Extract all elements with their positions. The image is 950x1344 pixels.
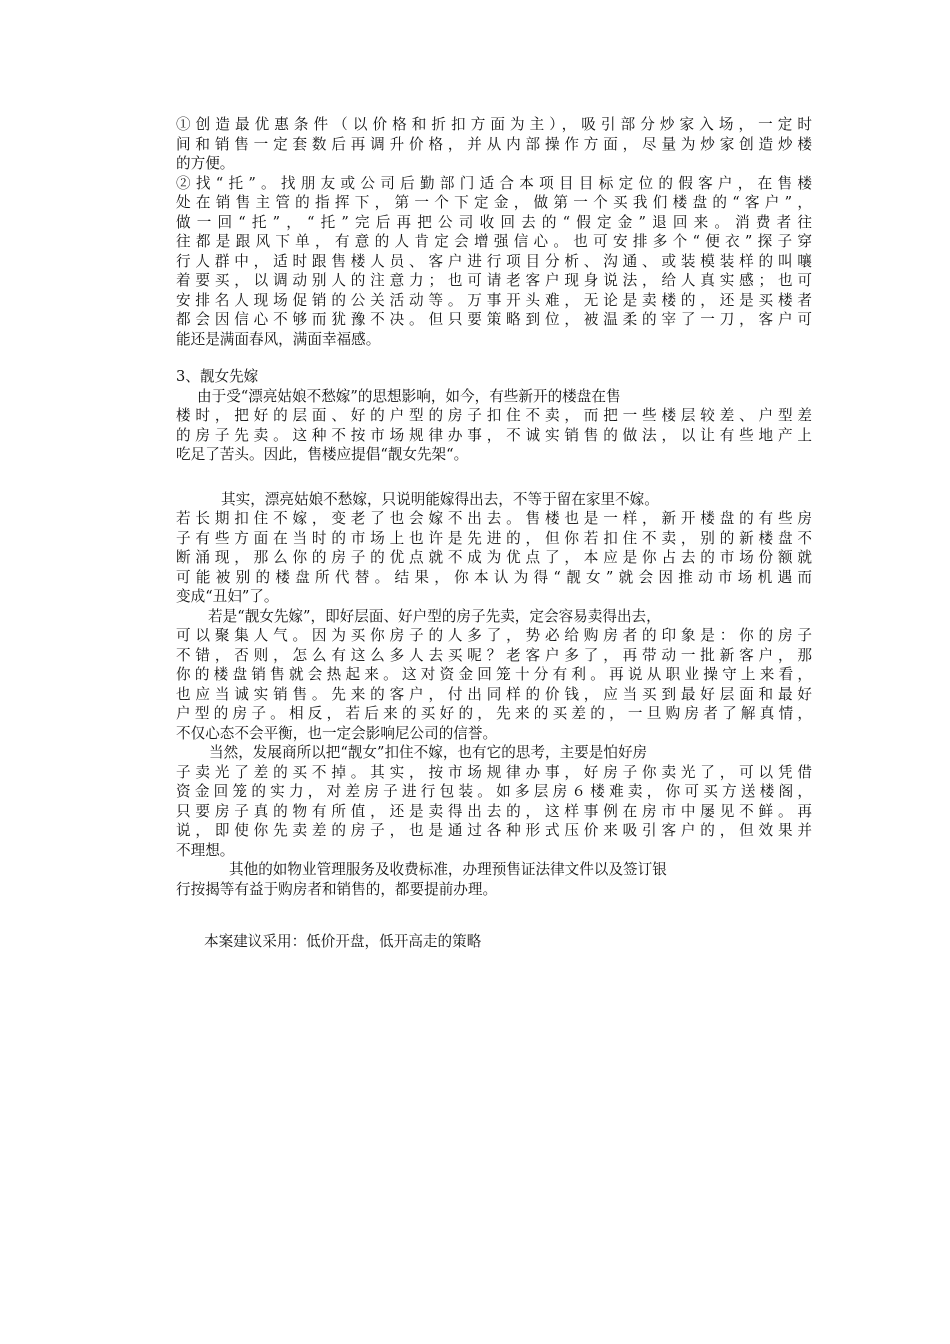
text-line: 不理想。 <box>176 841 235 859</box>
text-line: 的方便。 <box>176 155 235 172</box>
text-line: 资金回笼的实力，对差房子进行包装。如多层房６楼难卖，你可买方送楼阁， <box>176 783 812 800</box>
text-line: 行按揭等有益于购房者和销售的，都要提前办理。 <box>176 880 498 898</box>
paragraph-5 <box>176 860 812 899</box>
text-line: 说，即使你先卖差的房子，也是通过各种形式压价来吸引客户的，但效果并 <box>176 822 812 839</box>
text-line: 可能被别的楼盘所代替。结果，你本认为得“靓女”就会因推动市场机遇而 <box>176 568 812 586</box>
text-line: 处在销售主管的指挥下，第一个下定金，做第一个买我们楼盘的“客户”， <box>176 194 812 211</box>
text-line: 间和销售一定套数后再调升价格，并从内部操作方面，尽量为炒家创造炒楼 <box>176 135 812 153</box>
paragraph-4 <box>176 743 812 860</box>
text-line: ②找“托”。找朋友或公司后勤部门适合本项目目标定位的假客户，在售楼 <box>176 174 812 192</box>
text-line: 变成“丑妇”了。 <box>176 588 279 605</box>
text-line: 也应当诚实销售。先来的客户，付出同样的价钱，应当买到最好层面和最好 <box>176 685 812 703</box>
text-line: 其实，漂亮姑娘不愁嫁，只说明能嫁得出去，不等于留在家里不嫁。 <box>221 490 659 508</box>
conclusion-line: 本案建议采用：低价开盘，低开高走的策略 <box>204 933 482 950</box>
text-line: 不仅心态不会平衡，也一定会影响尼公司的信誉。 <box>176 724 498 742</box>
paragraph-2 <box>176 490 812 607</box>
text-line: 着要买，以调动别人的注意力；也可请老客户现身说法，给人真实感；也可 <box>176 272 812 289</box>
text-line: 你的楼盘销售就会热起来。这对资金回笼十分有利。再说从职业操守上来看， <box>176 666 812 683</box>
text-line: 往都是跟风下单，有意的人肯定会增强信心。也可安排多个“便衣”探子穿 <box>176 233 812 250</box>
text-line: 若是“靓女先嫁”，即好层面、好户型的房子先卖，定会容易卖得出去， <box>208 607 661 625</box>
text-line: 由于受“漂亮姑娘不愁嫁”的思想影响，如今，有些新开的楼盘在售 <box>197 387 621 405</box>
text-line: 断涌现，那么你的房子的优点就不成为优点了，本应是你占去的市场份额就 <box>176 549 812 566</box>
text-line: 子卖光了差的买不掉。其实，按市场规律办事，好房子你卖光了，可以凭借 <box>176 763 812 781</box>
text-line: 当然，发展商所以把“靓女”扣住不嫁，也有它的思考，主要是怕好房 <box>209 744 648 761</box>
text-line: 若长期扣住不嫁，变老了也会嫁不出去。售楼也是一样，新开楼盘的有些房 <box>176 510 812 527</box>
text-line: 都会因信心不够而犹豫不决。但只要策略到位，被温柔的宰了一刀，客户可 <box>176 311 812 328</box>
section-heading: 3、靓女先嫁 <box>176 368 259 385</box>
text-line: 其他的如物业管理服务及收费标准，办理预售证法律文件以及签订银 <box>229 861 667 878</box>
text-line: 能还是满面春风，满面幸福感。 <box>176 330 381 348</box>
document-page <box>176 115 812 952</box>
text-line: 行人群中，适时跟售楼人员、客户进行项目分析、沟通、或装模装样的叫嚷 <box>176 252 812 270</box>
text-line: 的房子先卖。这种不按市场规律办事，不诚实销售的做法，以让有些地产上 <box>176 426 812 444</box>
text-line: ①创造最优惠条件（以价格和折扣方面为主），吸引部分炒家入场，一定时 <box>176 116 812 133</box>
section-1-paragraph <box>176 115 812 349</box>
paragraph-3 <box>176 607 812 744</box>
text-line: 可以聚集人气。因为买你房子的人多了，势必给购房者的印象是：你的房子 <box>176 627 812 644</box>
paragraph-1 <box>176 387 812 465</box>
text-line: 子有些方面在当时的市场上也许是先进的，但你若扣住不卖，别的新楼盘不 <box>176 529 812 547</box>
text-line: 不错，否则，怎么有这么多人去买呢？老客户多了，再带动一批新客户，那 <box>176 646 812 664</box>
text-line: 户型的房子。相反，若后来的买好的，先来的买差的，一旦购房者了解真情， <box>176 705 812 722</box>
text-line: 只要房子真的物有所值，还是卖得出去的，这样事例在房市中屡见不鲜。再 <box>176 802 812 820</box>
text-line: 楼时，把好的层面、好的户型的房子扣住不卖，而把一些楼层较差、户型差 <box>176 407 812 424</box>
text-line: 做一回“托”，“托”完后再把公司收回去的“假定金”退回来。消费者往 <box>176 213 812 231</box>
text-line: 吃足了苦头。因此，售楼应提倡“靓女先架“。 <box>176 446 469 463</box>
text-line: 安排名人现场促销的公关活动等。万事开头难，无论是卖楼的，还是买楼者 <box>176 291 812 309</box>
